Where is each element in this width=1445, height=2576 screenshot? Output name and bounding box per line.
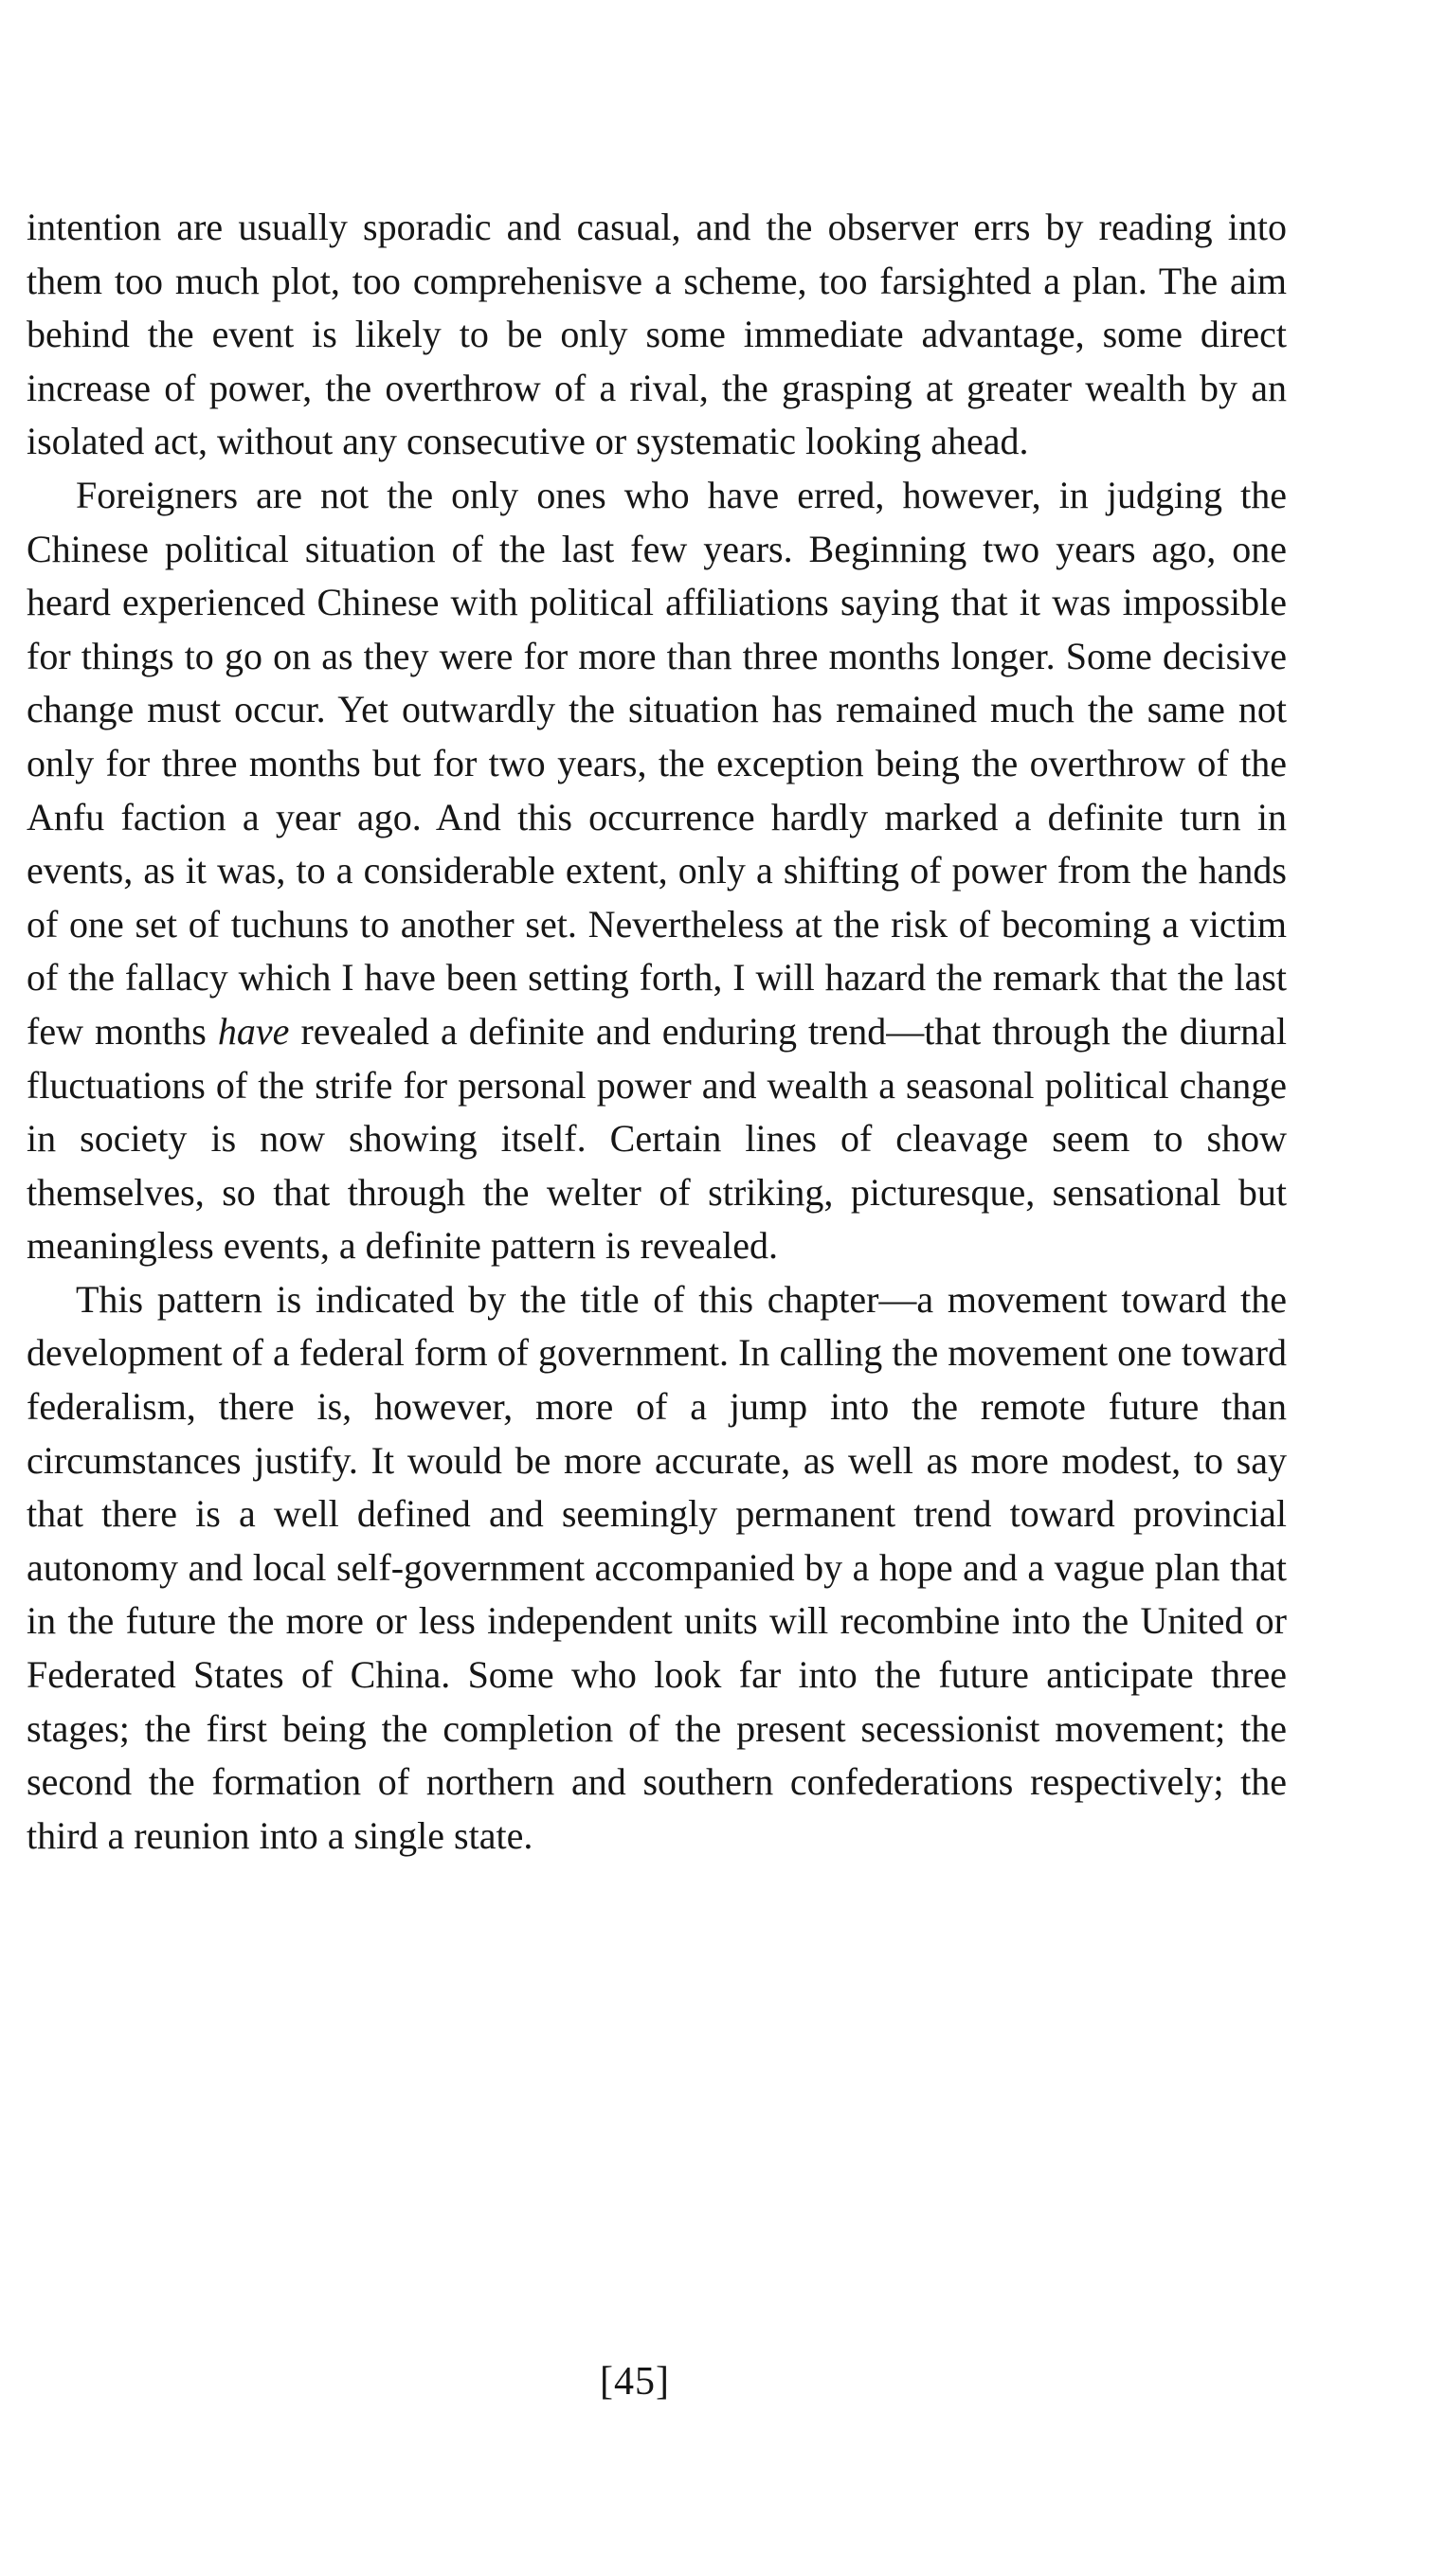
paragraph-foreigners <box>27 469 1287 1273</box>
paragraph-text: This pattern is indicated by the title of this chapter—a movement toward the development of a federal form of government. In calling the movement one toward federalism, there is, however, more of a jump into the remote future than circumstances justify. It would be more accurate, as well as more modest, to say that there is a well defined and seemingly permanent trend toward provincial autonomy and local self-government accompanied by a hope and a vague plan that in the future the more or less independent units will recombine into the United or Federated States of China. Some who look far into the future anticipate three stages; the first being the completion of the present secessionist movement; the second the formation of northern and southern confederations respectively; the third a reunion into a single state. <box>27 1277 1287 1857</box>
page-number: [45] <box>600 2360 670 2404</box>
paragraph-continuation <box>27 201 1287 469</box>
paragraph-text: intention are usually sporadic and casual, and the observer errs by reading into them too much plot, too comprehenisve a scheme, too farsighted a plan. The aim behind the event is likely to be only some immediate advantage, some direct increase of power, the overthrow of a rival, the grasping at greater wealth by an isolated act, without any consecutive or systematic looking ahead. <box>27 206 1287 463</box>
emphasis-word: have <box>217 1009 290 1053</box>
paragraph-text: revealed a definite and enduring trend—that through the diurnal fluctuations of the strife for personal power and wealth a seasonal political change in society is now showing itself. Certain lines of cleavage seem to show themselves, so that through the welter of striking, picturesque, sensational but meaningless events, a definite pattern is revealed. <box>27 1009 1287 1268</box>
paragraph-text: Foreigners are not the only ones who have erred, however, in judging the Chinese political situation of the last few years. Beginning two years ago, one heard experienced Chinese with political affiliations saying that it was impossible for things to go on as they were for more than three months longer. Some decisive change must occur. Yet outwardly the situation has remained much the same not only for three months but for two years, the exception being the overthrow of the Anfu faction a year ago. And this occurrence hardly marked a definite turn in events, as it was, to a considerable extent, only a shifting of power from the hands of one set of tuchuns to another set. Nevertheless at the risk of becoming a victim of the fallacy which I have been setting forth, I will hazard the remark that the last few months <box>27 473 1287 1053</box>
paragraph-pattern <box>27 1273 1287 1864</box>
body-text <box>27 201 1287 1863</box>
